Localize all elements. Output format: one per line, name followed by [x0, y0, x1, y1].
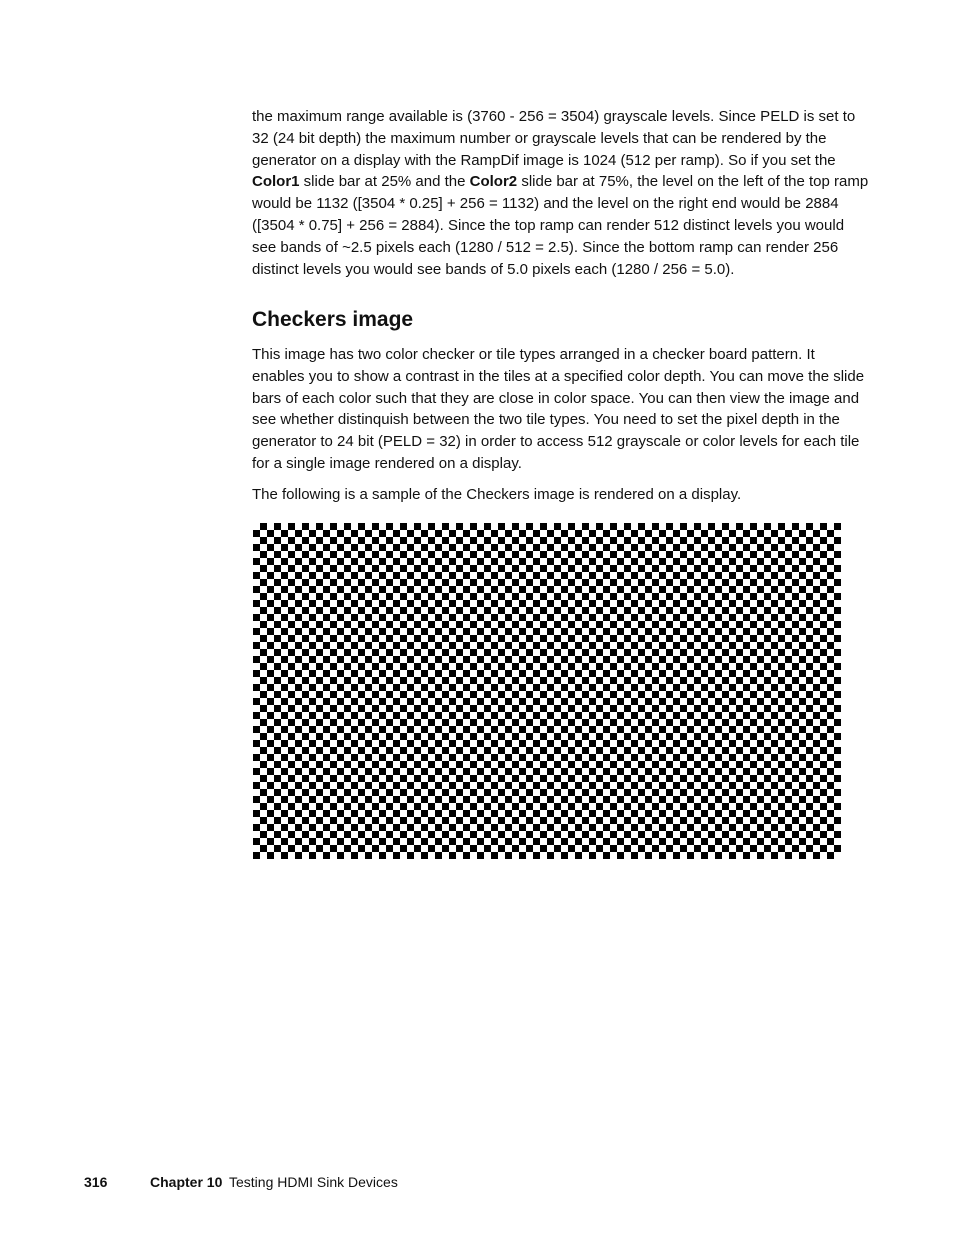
- checkers-image-figure: [253, 523, 841, 859]
- paragraph-text: the maximum range available is (3760 - 256 = 3504) grayscale levels. Since PELD is set to 32 (24 bit depth) the maximum number or grayscale levels that can be rendered by the generator on a display with the RampDif image is 1024 (512 per ramp). So if you set the: [252, 108, 856, 169]
- paragraph-max-range: [252, 106, 870, 280]
- paragraph-checkers-description: This image has two color checker or tile types arranged in a checker board pattern. It enables you to show a contrast in the tiles at a specified color depth. You can move the slide bars of each color such that they are close in color space. You can then view the image and see whether distinquish between the two tile types. You need to set the pixel depth in the generator to 24 bit (PELD = 32) in order to access 512 grayscale or color levels for each tile for a single image rendered on a display.: [252, 346, 865, 472]
- paragraph-text: slide bar at 25% and the: [299, 173, 470, 191]
- paragraph-sample-intro: The following is a sample of the Checkers image is rendered on a display.: [252, 486, 742, 503]
- page-content: [252, 106, 870, 503]
- page-number: 316: [84, 1174, 108, 1190]
- paragraph-text: slide bar at 75%, the level on the left of the top ramp would be 1132 ([3504 * 0.25] + 256 = 1132) and the level on the right end would be 2884 ([3504 * 0.75] + 256 = 2884). Since the top ramp can render 512 distinct levels you would see bands of ~2.5 pixels each (1280 / 512 = 2.5). Since the bottom ramp can render 256 distinct levels you would see bands of 5.0 pixels each (1280 / 256 = 5.0).: [252, 173, 869, 278]
- color1-term: Color1: [252, 173, 300, 191]
- chapter-label: Chapter 10: [150, 1174, 223, 1190]
- chapter-title: Testing HDMI Sink Devices: [229, 1174, 398, 1190]
- section-heading: Checkers image: [252, 308, 414, 331]
- color2-term: Color2: [469, 173, 518, 191]
